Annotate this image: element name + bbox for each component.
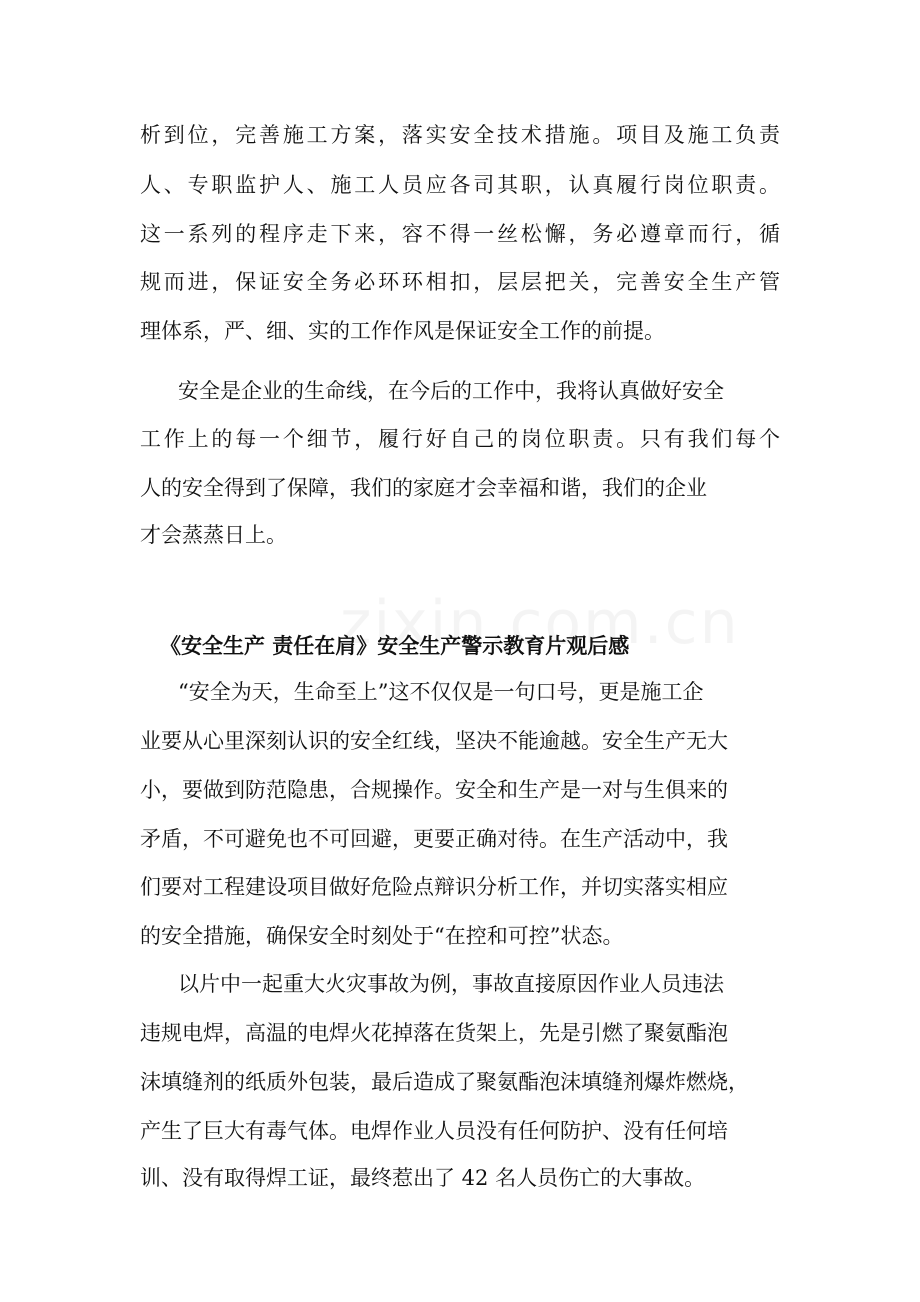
paragraph-line: 矛盾，不可避免也不可回避，更要正确对待。在生产活动中，我 <box>140 827 728 851</box>
paragraph-line: “安全为天，生命至上”这不仅仅是一句口号，更是施工企 <box>178 680 704 704</box>
section-title: 《安全生产 责任在肩》安全生产警示教育片观后感 <box>160 634 630 658</box>
paragraph-line: 以片中一起重大火灾事故为例，事故直接原因作业人员违法 <box>178 972 724 996</box>
paragraph-line: 业要从心里深刻认识的安全红线，坚决不能逾越。安全生产无大 <box>140 729 728 753</box>
paragraph-line: 析到位，完善施工方案，落实安全技术措施。项目及施工负责 <box>140 123 783 147</box>
paragraph-line: 才会蒸蒸日上。 <box>140 523 287 547</box>
paragraph-line: 理体系，严、细、实的工作作风是保证安全工作的前提。 <box>140 319 665 343</box>
paragraph-line: 规而进，保证安全务必环环相扣，层层把关，完善安全生产管 <box>140 270 783 294</box>
paragraph-line: 安全是企业的生命线，在今后的工作中，我将认真做好安全 <box>178 379 724 403</box>
paragraph-line: 的安全措施，确保安全时刻处于“在控和可控”状态。 <box>140 924 624 948</box>
paragraph-line: 这一系列的程序走下来，容不得一丝松懈，务必遵章而行，循 <box>140 222 783 246</box>
paragraph-line: 小，要做到防范隐患，合规操作。安全和生产是一对与生俱来的 <box>140 778 728 802</box>
paragraph-line: 人、专职监护人、施工人员应各司其职，认真履行岗位职责。 <box>140 173 783 197</box>
paragraph-line: 工作上的每一个细节，履行好自己的岗位职责。只有我们每个 <box>140 427 783 451</box>
paragraph-line: 们要对工程建设项目做好危险点辩识分析工作，并切实落实相应 <box>140 875 728 899</box>
paragraph-line: 训、没有取得焊工证，最终惹出了 42 名人员伤亡的大事故。 <box>140 1166 706 1190</box>
paragraph-line: 产生了巨大有毒气体。电焊作业人员没有任何防护、没有任何培 <box>140 1119 728 1143</box>
paragraph-line: 沫填缝剂的纸质外包装，最后造成了聚氨酯泡沫填缝剂爆炸燃烧， <box>140 1070 749 1094</box>
paragraph-line: 违规电焊，高温的电焊火花掉落在货架上，先是引燃了聚氨酯泡 <box>140 1021 728 1045</box>
paragraph-line: 人的安全得到了保障，我们的家庭才会幸福和谐，我们的企业 <box>140 476 707 500</box>
